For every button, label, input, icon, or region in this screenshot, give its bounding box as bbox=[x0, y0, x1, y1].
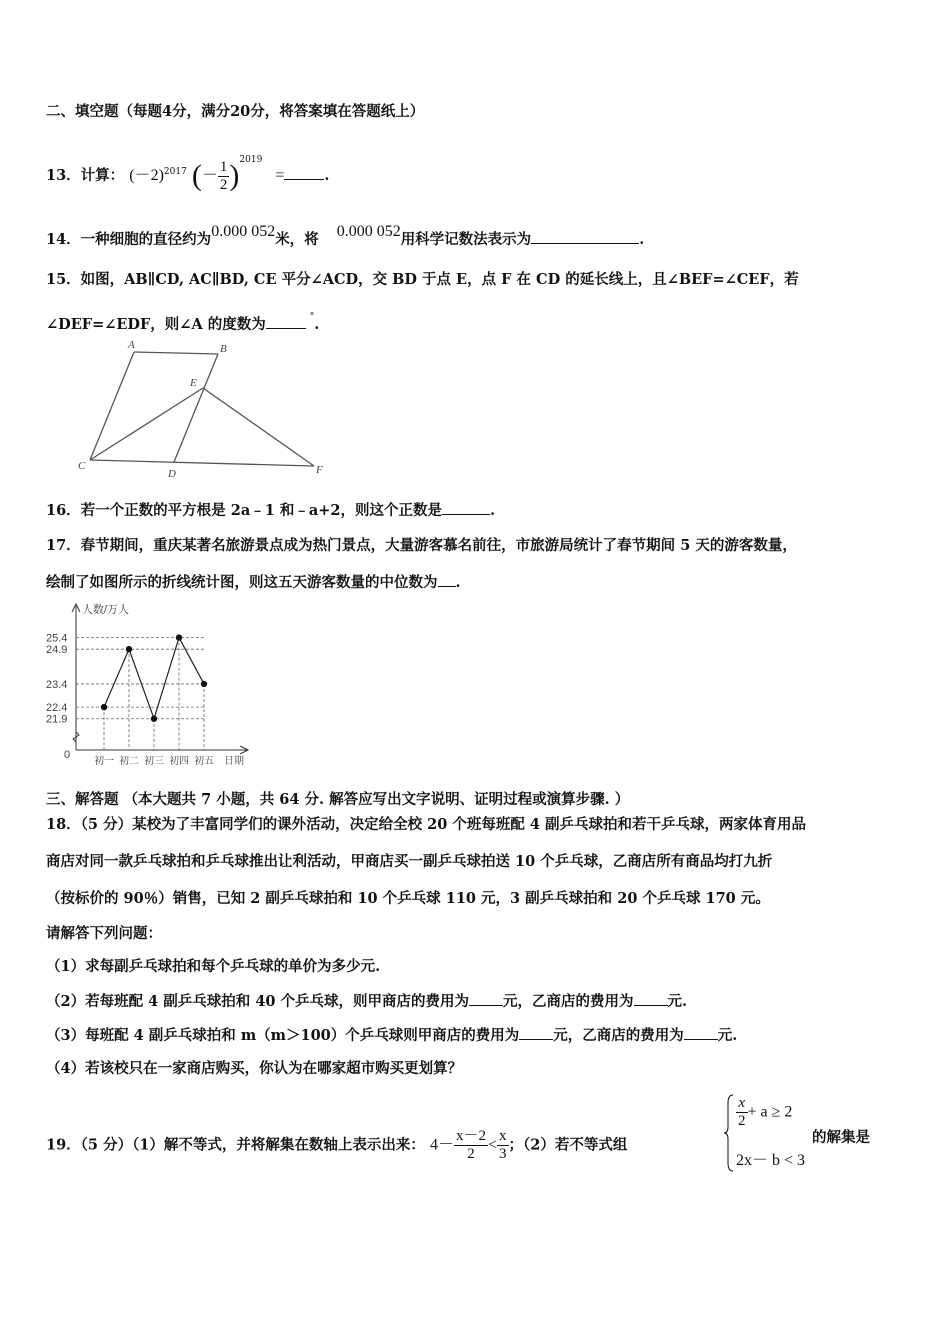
q14-part2: 米，将 bbox=[275, 231, 319, 248]
q19-inequality-system bbox=[724, 1093, 814, 1173]
x-tick-label: 初二 bbox=[119, 756, 139, 767]
question-18-line3: （按标价的 90％）销售，已知 2 副乒乓球拍和 10 个乒乓球 110 元，3 副乒乓球拍和 20 个乒乓球 170 元。 bbox=[46, 890, 770, 907]
q13-answer-blank[interactable] bbox=[284, 165, 324, 180]
x-tick-label: 初五 bbox=[194, 756, 214, 767]
q15-answer-blank[interactable] bbox=[266, 314, 306, 329]
y-tick-label: 25.4 bbox=[46, 632, 68, 645]
q13-exp2: 2019 bbox=[239, 155, 263, 165]
q15-degree: ° bbox=[309, 312, 315, 322]
q17-line-chart bbox=[42, 600, 257, 772]
y-tick-label: 23.4 bbox=[46, 678, 68, 691]
x-tick-label: 初一 bbox=[94, 756, 114, 767]
segment-bd bbox=[174, 354, 218, 462]
q18-sub3-blank-yi[interactable] bbox=[684, 1025, 718, 1040]
q14-answer-blank[interactable] bbox=[531, 229, 639, 244]
q19-ineq-lt: < bbox=[488, 1136, 498, 1154]
q19-frac-2: $\frac{x}{3}$ bbox=[499, 1128, 507, 1162]
q19-part1: 19．（5 分）（1）解不等式，并将解集在数轴上表示出来： bbox=[46, 1136, 425, 1154]
segment-cf bbox=[90, 460, 314, 466]
q19-part3: 的解集是 bbox=[812, 1129, 870, 1146]
q17-answer-blank[interactable] bbox=[438, 572, 456, 587]
segment-ef bbox=[203, 388, 314, 466]
label-a: A bbox=[128, 339, 135, 351]
label-d: D bbox=[168, 468, 176, 480]
question-15-line1: 15．如图，AB∥CD, AC∥BD, CE 平分∠ACD，交 BD 于点 E，点 F 在 CD 的延长线上，且∠BEF=∠CEF，若 bbox=[46, 271, 799, 288]
q15-tail: . bbox=[314, 316, 320, 333]
q14-value-2: 0.000 052 bbox=[336, 223, 401, 240]
question-18-prompt: 请解答下列问题： bbox=[46, 925, 162, 942]
label-b: B bbox=[220, 343, 227, 355]
q14-value-1: 0.000 052 bbox=[211, 223, 276, 240]
y-tick-label: 24.9 bbox=[46, 644, 68, 657]
q13-tail: . bbox=[324, 167, 330, 184]
q19-part2: ；（2）若不等式组 bbox=[508, 1136, 628, 1154]
x-axis-label: 日期 bbox=[224, 756, 244, 767]
y-axis-label: 人数/万人 bbox=[82, 604, 130, 616]
q18-sub2-blank-jia[interactable] bbox=[469, 991, 503, 1006]
q16-tail: . bbox=[489, 502, 496, 519]
q14-tail: . bbox=[639, 231, 645, 248]
q18-sub2-part-a: （2）若每班配 4 副乒乓球拍和 40 个乒乓球，则甲商店的费用为 bbox=[46, 993, 470, 1010]
y-tick-label: 21.9 bbox=[46, 713, 68, 726]
question-17-line2 bbox=[46, 572, 461, 593]
label-e: E bbox=[190, 377, 197, 389]
data-point bbox=[101, 704, 107, 710]
y-tick-label: 22.4 bbox=[46, 702, 68, 715]
q18-sub2-blank-yi[interactable] bbox=[634, 991, 668, 1006]
q13-exp1: 2017 bbox=[163, 167, 187, 178]
q19-ineq-left: 4－ bbox=[429, 1136, 454, 1154]
q18-sub3-blank-jia[interactable] bbox=[519, 1025, 553, 1040]
q18-sub3-part-b: 元，乙商店的费用为 bbox=[553, 1027, 684, 1044]
x-tick-label: 初四 bbox=[169, 756, 189, 767]
q17-prompt: 绘制了如图所示的折线统计图，则这五天游客数量的中位数为 bbox=[46, 574, 438, 591]
q13-label: 13．计算： bbox=[46, 167, 125, 184]
q15-prompt: ∠DEF=∠EDF，则∠A 的度数为 bbox=[46, 316, 266, 333]
data-point bbox=[176, 634, 182, 640]
q18-sub3-part-a: （3）每班配 4 副乒乓球拍和 m（m＞100）个乒乓球则甲商店的费用为 bbox=[46, 1027, 520, 1044]
question-18-sub2 bbox=[46, 991, 687, 1012]
series-line bbox=[104, 638, 204, 719]
question-18-line1: 18．（5 分）某校为了丰富同学们的课外活动，决定给全校 20 个班每班配 4 副乒乓球拍和若干乒乓球，两家体育用品 bbox=[46, 816, 807, 833]
label-c: C bbox=[78, 460, 86, 472]
q13-frac-sign: － bbox=[201, 167, 218, 184]
q19-brace bbox=[724, 1093, 734, 1173]
q18-sub2-part-c: 元. bbox=[667, 993, 688, 1010]
q17-tail: . bbox=[455, 574, 461, 591]
origin-label: 0 bbox=[64, 749, 71, 761]
question-17-line1: 17．春节期间，重庆某著名旅游景点成为热门景点，大量游客慕名前往，市旅游局统计了春节期间 5 天的游客数量， bbox=[46, 537, 797, 554]
q13-equals: = bbox=[275, 167, 285, 184]
segment-ac bbox=[90, 352, 134, 460]
question-15-line2 bbox=[46, 307, 319, 335]
q16-text: 16．若一个正数的平方根是 2a﹣1 和﹣a+2，则这个正数是 bbox=[46, 502, 442, 519]
question-16 bbox=[46, 500, 495, 521]
q19-sys1-frac: $\frac{x}{2}$ bbox=[738, 1095, 746, 1129]
q19-sys2: 2x－ b < 3 bbox=[736, 1152, 806, 1169]
question-19 bbox=[46, 1128, 627, 1163]
data-point bbox=[201, 681, 207, 687]
q18-sub3-part-c: 元. bbox=[717, 1027, 738, 1044]
q19-frac-1: $\frac{x-2}{2}$ bbox=[455, 1128, 486, 1162]
q18-sub2-part-b: 元，乙商店的费用为 bbox=[503, 993, 634, 1010]
question-18-sub4: （4）若该校只在一家商店购买，你认为在哪家超市购买更划算？ bbox=[46, 1060, 463, 1077]
section-title-fill-in: 二、填空题（每题4分，满分20分，将答案填在答题纸上） bbox=[46, 103, 425, 120]
x-tick-label: 初三 bbox=[144, 756, 164, 767]
q14-part3: 用科学记数法表示为 bbox=[400, 231, 532, 248]
q15-geometry-figure bbox=[70, 338, 340, 483]
question-18-sub3 bbox=[46, 1025, 737, 1046]
section-title-solutions: 三、解答题 （本大题共 7 小题，共 64 分. 解答应写出文字说明、证明过程或演算步骤. ） bbox=[46, 791, 630, 808]
data-point bbox=[126, 646, 132, 652]
data-point bbox=[151, 716, 157, 722]
label-f: F bbox=[316, 464, 323, 476]
segment-ce bbox=[90, 388, 203, 460]
q14-part1: 14．一种细胞的直径约为 bbox=[46, 231, 212, 248]
question-13: 13．计算： $(-2)^{2017}$ (－ $\frac{1}{2}$ )$^{2019}$ = . bbox=[46, 155, 330, 193]
q16-answer-blank[interactable] bbox=[442, 500, 490, 515]
q19-sys1-rest: + a ≥ 2 bbox=[747, 1103, 793, 1121]
question-18-sub1: （1）求每副乒乓球拍和每个乒乓球的单价为多少元. bbox=[46, 958, 381, 975]
segment-ab bbox=[134, 352, 218, 354]
q13-base: (－2) bbox=[129, 167, 164, 184]
question-18-line2: 商店对同一款乒乓球拍和乒乓球推出让利活动，甲商店买一副乒乓球拍送 10 个乒乓球，乙商店所有商品均打九折 bbox=[46, 853, 773, 870]
q13-fraction: $\frac{1}{2}$ bbox=[219, 158, 228, 193]
question-14 bbox=[46, 222, 644, 250]
